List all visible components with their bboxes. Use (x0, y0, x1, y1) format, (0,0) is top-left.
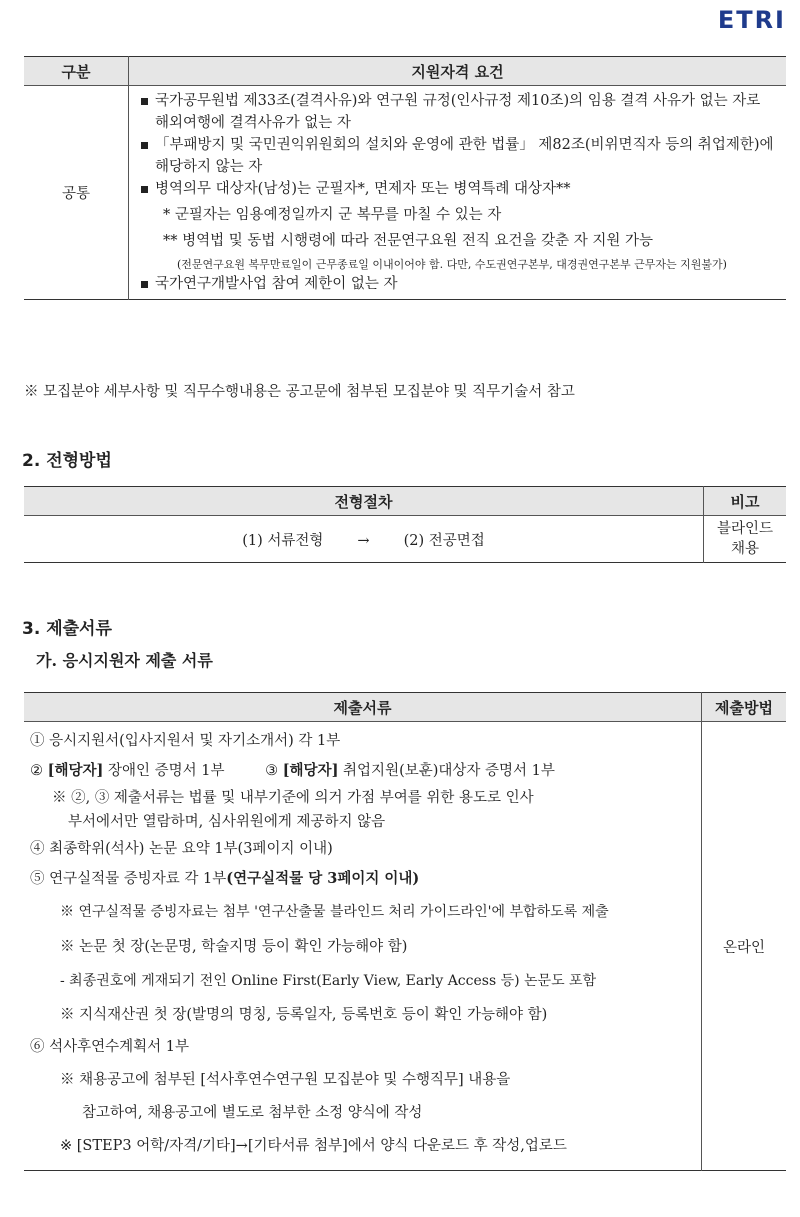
doc-number: ② (30, 763, 43, 779)
doc-item: ① 응시지원서(입사지원서 및 자기소개서) 각 1부 (30, 733, 341, 749)
selection-table (24, 486, 786, 563)
requirement-item: 국가연구개발사업 참여 제한이 없는 자 (139, 273, 778, 295)
col-header-category: 구분 (24, 57, 129, 86)
requirement-item: 국가공무원법 제33조(결격사유)와 연구원 규정(인사규정 제10조)의 임용 결격 사유가 없는 자로 해외여행에 결격사유가 없는 자 (139, 90, 778, 134)
col-header-requirements: 지원자격 요건 (129, 57, 787, 86)
col-header-method: 제출방법 (702, 693, 787, 722)
doc-note: ※ 채용공고에 첨부된 [석사후연수연구원 모집분야 및 수행직무] 내용을 (60, 1072, 511, 1088)
doc-note: ※ 지식재산권 첫 장(발명의 명칭, 등록일자, 등록번호 등이 확인 가능해야 함) (60, 1007, 548, 1023)
military-note: ** 병역법 및 동법 시행령에 따라 전문연구요원 전직 요건을 갖춘 자 지원 가능 (163, 233, 654, 249)
doc-item (30, 864, 695, 894)
documents-cell (24, 722, 702, 1171)
requirement-item: 병역의무 대상자(남성)는 군필자*, 면제자 또는 병역특례 대상자** (139, 178, 778, 200)
col-header-remark: 비고 (704, 487, 787, 516)
doc-note: ※ ②, ③ 제출서류는 법률 및 내부기준에 의거 가점 부여를 위한 용도로 인사 (52, 790, 534, 806)
doc-note: ※ 논문 첫 장(논문명, 학술지명 등이 확인 가능해야 함) (60, 939, 408, 955)
doc-note: 참고하여, 채용공고에 별도로 첨부한 소정 양식에 작성 (82, 1105, 423, 1121)
requirement-item: 「부패방지 및 국민권익위원회의 설치와 운영에 관한 법률」 제82조(비위면직자 등의 취업제한)에 해당하지 않는 자 (139, 134, 778, 178)
requirements-cell (129, 86, 787, 300)
doc-note: ※ [STEP3 어학/자격/기타]→[기타서류 첨부]에서 양식 다운로드 후 작성,업로드 (60, 1138, 567, 1154)
eligibility-footnote: ※ 모집분야 세부사항 및 직무수행내용은 공고문에 첨부된 모집분야 및 직무기술서 참고 (24, 384, 575, 400)
doc-text: 취업지원(보훈)대상자 증명서 1부 (338, 763, 555, 779)
section-title-selection: 2. 전형방법 (22, 451, 112, 471)
documents-table (24, 692, 786, 1171)
col-header-docs: 제출서류 (24, 693, 702, 722)
doc-note: - 최종권호에 게재되기 전인 Online First(Early View, Early Access 등) 논문도 포함 (60, 973, 597, 989)
doc-item: ⑥ 석사후연수계획서 1부 (30, 1039, 190, 1055)
arrow-icon: → (357, 532, 370, 549)
eligibility-table (24, 56, 786, 300)
remark-line: 채용 (730, 541, 759, 557)
section-subtitle-applicant-docs: 가. 응시지원자 제출 서류 (36, 651, 213, 670)
doc-item: ④ 최종학위(석사) 논문 요약 1부(3페이지 이내) (30, 841, 333, 857)
doc-text: ⑤ 연구실적물 증빙자료 각 1부 (30, 871, 227, 887)
col-header-process: 전형절차 (24, 487, 704, 516)
step-document-review: (1) 서류전형 (242, 532, 324, 549)
remark-cell (704, 516, 787, 563)
category-cell: 공통 (24, 86, 129, 300)
doc-emphasis: (연구실적물 당 3페이지 이내) (226, 870, 420, 887)
section-title-documents: 3. 제출서류 (22, 619, 112, 639)
remark-line: 블라인드 (716, 521, 774, 537)
doc-tag: [해당자] (282, 762, 339, 779)
doc-note: ※ 연구실적물 증빙자료는 첨부 '연구산출물 블라인드 처리 가이드라인'에 부합하도록 제출 (60, 904, 609, 920)
process-cell (24, 516, 704, 563)
doc-tag: [해당자] (47, 762, 104, 779)
doc-text: 장애인 증명서 1부 (103, 763, 225, 779)
doc-number: ③ (265, 763, 279, 779)
method-cell: 온라인 (722, 939, 766, 956)
doc-item (30, 756, 695, 786)
military-note: * 군필자는 임용예정일까지 군 복무를 마칠 수 있는 자 (163, 207, 502, 223)
military-note-detail: (전문연구요원 복무만료일이 근무종료일 이내이어야 함. 다만, 수도권연구본부, 대경권연구본부 근무자는 지원불가) (177, 258, 727, 271)
step-interview: (2) 전공면접 (403, 532, 485, 549)
doc-note: 부서에서만 열람하며, 심사위원에게 제공하지 않음 (68, 814, 386, 830)
etri-logo: ETRI (717, 6, 786, 34)
